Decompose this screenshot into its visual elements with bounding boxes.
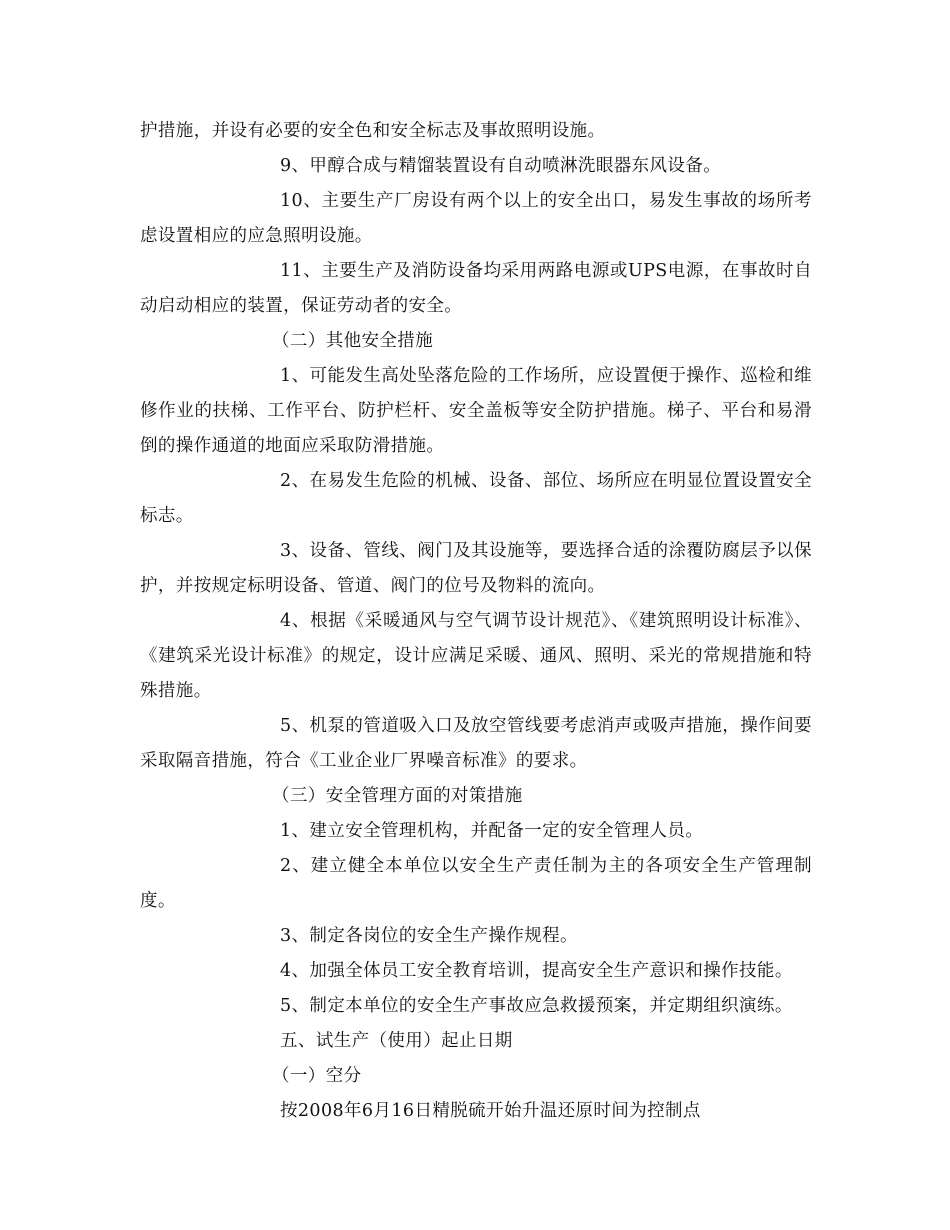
section-heading: （三）安全管理方面的对策措施 xyxy=(272,786,523,806)
paragraph: 按2008年6月16日精脱硫开始升温还原时间为控制点 xyxy=(280,1101,701,1121)
list-item: 9、甲醇合成与精馏装置设有自动喷淋洗眼器东风设备。 xyxy=(280,156,722,176)
list-item: 1、可能发生高处坠落危险的工作场所，应设置便于操作、巡检和维修作业的扶梯、工作平台、防护栏杆、安全盖板等安全防护措施。梯子、平台和易滑倒的操作通道的地面应采取防滑措施。 xyxy=(140,366,812,456)
list-item: 3、设备、管线、阀门及其设施等，要选择合适的涂覆防腐层予以保护，并按规定标明设备、管道、阀门的位号及物料的流向。 xyxy=(140,541,812,596)
chapter-heading: 五、试生产（使用）起止日期 xyxy=(280,1031,513,1051)
list-item: 10、主要生产厂房设有两个以上的安全出口，易发生事故的场所考虑设置相应的应急照明设施。 xyxy=(140,191,812,246)
section-heading: （一）空分 xyxy=(272,1066,362,1086)
paragraph: 护措施，并设有必要的安全色和安全标志及事故照明设施。 xyxy=(140,121,606,141)
document-body xyxy=(140,114,812,1129)
list-item: 4、根据《采暖通风与空气调节设计规范》、《建筑照明设计标准》、《建筑采光设计标准》的规定，设计应满足采暖、通风、照明、采光的常规措施和特殊措施。 xyxy=(140,611,812,701)
list-item: 3、制定各岗位的安全生产操作规程。 xyxy=(280,926,578,946)
list-item: 2、建立健全本单位以安全生产责任制为主的各项安全生产管理制度。 xyxy=(140,856,812,911)
list-item: 5、制定本单位的安全生产事故应急救援预案，并定期组织演练。 xyxy=(280,996,793,1016)
list-item: 2、在易发生危险的机械、设备、部位、场所应在明显位置设置安全标志。 xyxy=(140,471,812,526)
list-item: 11、主要生产及消防设备均采用两路电源或UPS电源，在事故时自动启动相应的装置，保证劳动者的安全。 xyxy=(140,261,812,316)
list-item: 5、机泵的管道吸入口及放空管线要考虑消声或吸声措施，操作间要采取隔音措施，符合《工业企业厂界噪音标准》的要求。 xyxy=(140,716,812,771)
section-heading: （二）其他安全措施 xyxy=(272,331,434,351)
list-item: 4、加强全体员工安全教育培训，提高安全生产意识和操作技能。 xyxy=(280,961,793,981)
list-item: 1、建立安全管理机构，并配备一定的安全管理人员。 xyxy=(280,821,704,841)
